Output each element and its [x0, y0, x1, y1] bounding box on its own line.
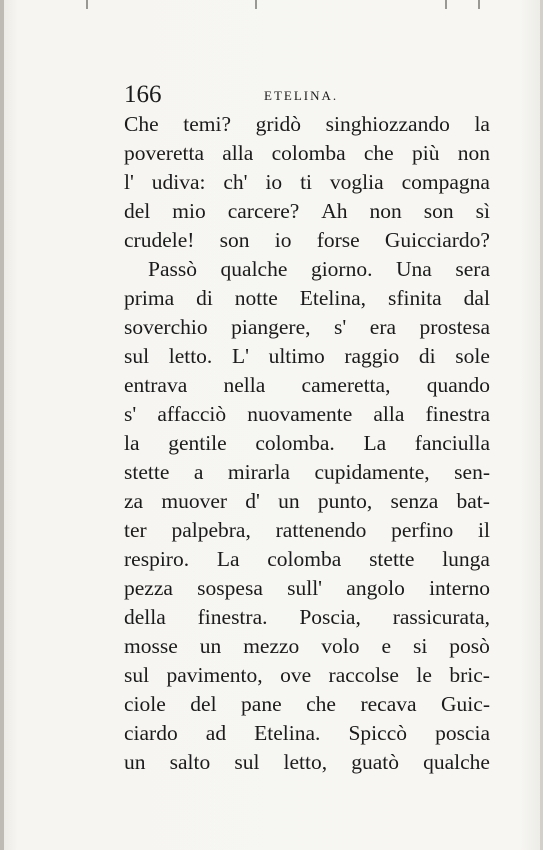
text-line: [124, 719, 490, 748]
word: ti: [300, 170, 313, 194]
word: recava: [360, 692, 417, 716]
word: Guic-: [441, 692, 490, 716]
word: guatò: [351, 750, 400, 774]
word: a: [193, 460, 204, 484]
word: forse: [316, 228, 360, 252]
word: stette: [124, 460, 170, 484]
word: letto.: [168, 344, 213, 368]
word: sul: [234, 750, 260, 774]
word: sul: [124, 344, 150, 368]
text-line: [124, 371, 490, 400]
word: poscia: [435, 721, 490, 745]
word: d': [245, 489, 260, 513]
word: bat-: [456, 489, 490, 513]
word: cameretta,: [301, 373, 391, 397]
word: son: [219, 228, 250, 252]
word: finestra.: [197, 605, 268, 629]
word: voglia: [329, 170, 384, 194]
edge-mark: [445, 0, 447, 9]
word: pane: [241, 692, 282, 716]
word: za: [124, 489, 144, 513]
word: ove: [280, 663, 312, 687]
word: senza: [390, 489, 439, 513]
text-line: [124, 632, 490, 661]
word: Ah: [321, 199, 348, 223]
word: alla: [373, 402, 405, 426]
word: L': [231, 344, 249, 368]
word: cupidamente,: [314, 460, 430, 484]
word: io: [274, 228, 292, 252]
word: un: [124, 750, 146, 774]
word: Passò: [148, 257, 197, 281]
word: dal: [463, 286, 490, 310]
text-line: [124, 255, 490, 284]
word: Etelina.: [254, 721, 321, 745]
word: giorno.: [310, 257, 373, 281]
word: stette: [369, 547, 415, 571]
text-line: [124, 574, 490, 603]
text-line: [124, 226, 490, 255]
word: s': [124, 402, 137, 426]
word: del: [190, 692, 217, 716]
word: ultimo: [268, 344, 325, 368]
word: del: [124, 199, 151, 223]
word: notte: [234, 286, 278, 310]
edge-mark: [478, 0, 480, 9]
word: di: [196, 286, 213, 310]
word: di: [418, 344, 436, 368]
word: interno: [429, 576, 490, 600]
word: Poscia,: [299, 605, 361, 629]
edge-mark: [86, 0, 88, 9]
word: singhiozzando: [325, 112, 450, 136]
word: Guicciardo?: [384, 228, 490, 252]
word: mio: [172, 199, 206, 223]
word: udiva:: [151, 170, 206, 194]
word: Etelina,: [299, 286, 367, 310]
edge-mark: [255, 0, 257, 9]
text-line: [124, 603, 490, 632]
word: temi?: [183, 112, 232, 136]
word: gentile: [168, 431, 227, 455]
word: carcere?: [227, 199, 300, 223]
text-line: [124, 110, 490, 139]
word: rattenendo: [275, 518, 367, 542]
word: qualche: [423, 750, 490, 774]
text-line: [124, 139, 490, 168]
word: ciardo: [124, 721, 178, 745]
word: non: [369, 199, 402, 223]
word: sì: [475, 199, 490, 223]
word: nella: [223, 373, 266, 397]
word: qualche: [220, 257, 288, 281]
word: raggio: [344, 344, 400, 368]
word: quando: [426, 373, 490, 397]
word: si: [412, 634, 428, 658]
word: un: [199, 634, 222, 658]
word: letto,: [283, 750, 328, 774]
page-number: 166: [124, 81, 162, 108]
word: ciole: [124, 692, 166, 716]
text-line: [124, 458, 490, 487]
word: alla: [222, 141, 254, 165]
word: sole: [455, 344, 490, 368]
word: era: [369, 315, 397, 339]
text-line: [124, 342, 490, 371]
word: sfinita: [387, 286, 442, 310]
body-text: [124, 110, 490, 777]
word: fanciulla: [414, 431, 490, 455]
text-line: [124, 661, 490, 690]
word: le: [416, 663, 432, 687]
word: ch': [223, 170, 248, 194]
word: sospesa: [197, 576, 263, 600]
word: non: [457, 141, 490, 165]
word: mirarla: [227, 460, 290, 484]
word: entrava: [124, 373, 188, 397]
word: volo: [321, 634, 360, 658]
word: Una: [396, 257, 432, 281]
word: un: [278, 489, 300, 513]
page-left-edge: [0, 0, 4, 850]
text-line: [124, 516, 490, 545]
word: son: [423, 199, 454, 223]
word: la: [474, 112, 490, 136]
page-header: [124, 80, 484, 110]
word: raccolse: [328, 663, 399, 687]
word: il: [478, 518, 490, 542]
word: salto: [169, 750, 211, 774]
word: della: [124, 605, 166, 629]
word: colomba: [271, 141, 346, 165]
word: muover: [161, 489, 228, 513]
word: che: [306, 692, 336, 716]
word: gridò: [255, 112, 302, 136]
word: sera: [455, 257, 490, 281]
word: io: [265, 170, 283, 194]
word: respiro.: [124, 547, 190, 571]
word: pezza: [124, 576, 173, 600]
word: ter: [124, 518, 147, 542]
word: La: [216, 547, 240, 571]
word: la: [124, 431, 140, 455]
word: e: [381, 634, 392, 658]
text-line: [124, 400, 490, 429]
word: prima: [124, 286, 175, 310]
word: lunga: [442, 547, 490, 571]
word: compagna: [401, 170, 490, 194]
word: rassicurata,: [392, 605, 490, 629]
text-line: [124, 168, 490, 197]
word: mosse: [124, 634, 178, 658]
running-head: ETELINA.: [264, 88, 339, 103]
word: crudele!: [124, 228, 195, 252]
word: piangere,: [231, 315, 311, 339]
word: bric-: [449, 663, 490, 687]
word: La: [363, 431, 387, 455]
word: sul: [124, 663, 150, 687]
word: angolo: [346, 576, 405, 600]
word: s': [334, 315, 347, 339]
word: colomba.: [255, 431, 335, 455]
word: prostesa: [419, 315, 490, 339]
text-line: [124, 487, 490, 516]
word: palpebra,: [171, 518, 251, 542]
word: nuovamente: [247, 402, 353, 426]
word: più: [412, 141, 440, 165]
word: colomba: [267, 547, 342, 571]
word: sull': [287, 576, 323, 600]
word: Che: [124, 112, 159, 136]
word: sen-: [454, 460, 490, 484]
word: ad: [205, 721, 227, 745]
word: poveretta: [124, 141, 204, 165]
word: finestra: [425, 402, 490, 426]
word: che: [363, 141, 394, 165]
word: mezzo: [243, 634, 300, 658]
word: l': [124, 170, 134, 194]
word: Spiccò: [348, 721, 407, 745]
word: soverchio: [124, 315, 208, 339]
text-line: [124, 284, 490, 313]
text-line: [124, 545, 490, 574]
word: posò: [449, 634, 490, 658]
word: pavimento,: [166, 663, 263, 687]
word: perfino: [391, 518, 454, 542]
text-line: [124, 429, 490, 458]
text-line: [124, 197, 490, 226]
text-line: [124, 313, 490, 342]
word: punto,: [317, 489, 373, 513]
word: affacciò: [157, 402, 227, 426]
text-line: [124, 690, 490, 719]
text-line: [124, 748, 490, 777]
